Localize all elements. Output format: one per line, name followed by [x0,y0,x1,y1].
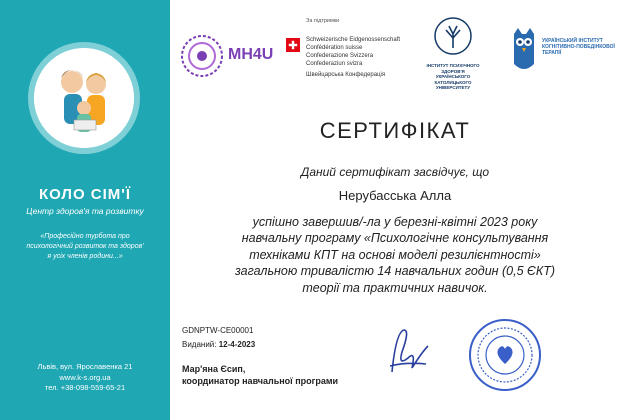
issued-label: Виданий: [182,340,217,349]
cbt-institute-text: УКРАЇНСЬКИЙ ІНСТИТУТ КОГНІТИВНО-ПОВЕДІНКОВОЇ ТЕРАПІЇ [542,38,615,56]
swiss-line: Confederazione Svizzera [306,53,374,59]
signer-role: координатор навчальної програми [182,376,339,386]
support-label: За підтримки [306,18,340,24]
quote-line: я усіх членів родини...» [47,253,123,260]
body-line: навчальну програму «Психологічне консультування [241,231,549,246]
sidebar-contacts [0,362,170,394]
swiss-text [306,36,400,79]
body-line: загальною тривалістю 14 навчальних годин (0,5 ЄКТ) [234,264,556,279]
ucu-institute-text: ІНСТИТУТ ПСИХІЧНОГО ЗДОРОВ'Я УКРАЇНСЬКОГО КАТОЛИЦЬКОГО УНІВЕРСИТЕТУ [426,63,480,90]
certificate-id: GDNPTW-CE00001 [182,326,254,335]
website: www.k-s.org.ua [59,372,111,382]
phone: тел. +38-098-559-65-21 [44,383,126,392]
swiss-flag-icon [286,38,300,52]
seal-stamp-icon [468,318,542,392]
quote-line: психологічний розвиток та здоров' [26,243,144,250]
signature-icon [382,322,436,382]
body-line: теорії та практичних навичок. [302,280,488,295]
signer-name: Мар'яна Єсип, [182,364,246,374]
swiss-line: Confederaziun svizra [306,61,363,67]
sidebar-quote [22,232,148,262]
sidebar [0,0,170,420]
recipient-name: Нерубасська Алла [338,188,452,203]
mh4u-logo: MH4U [228,46,274,63]
partner-circle-logo-icon [180,34,224,78]
quote-line: «Професійно турбота про [40,233,130,240]
partner-logos [170,8,620,103]
owl-icon [510,24,538,76]
certificate-intro: Даний сертифікат засвідчує, що [300,165,490,179]
swiss-ua: Швейцарська Конфедерація [306,72,386,78]
address: Львів, вул. Ярославенка 21 [37,362,133,371]
swiss-line: Confédération suisse [306,45,363,51]
body-line: успішно завершив/-ла у березні-квітні 2023 року [252,215,538,229]
issued-date [182,340,255,349]
certificate-title: СЕРТИФІКАТ [319,118,471,143]
sidebar-subtitle: Центр здоров'я та розвитку [26,206,144,216]
certificate-body [190,214,600,296]
sidebar-brand: КОЛО СІМ'Ї [38,186,131,203]
family-logo-icon [28,42,140,154]
body-line: техніками КПТ на основі моделі резилієнтності» [249,247,541,262]
swiss-line: Schweizerische Eidgenossenschaft [306,37,401,43]
ucu-institute-logo [426,16,480,104]
issued-value: 12-4-2023 [218,340,256,349]
tree-icon [433,16,473,56]
